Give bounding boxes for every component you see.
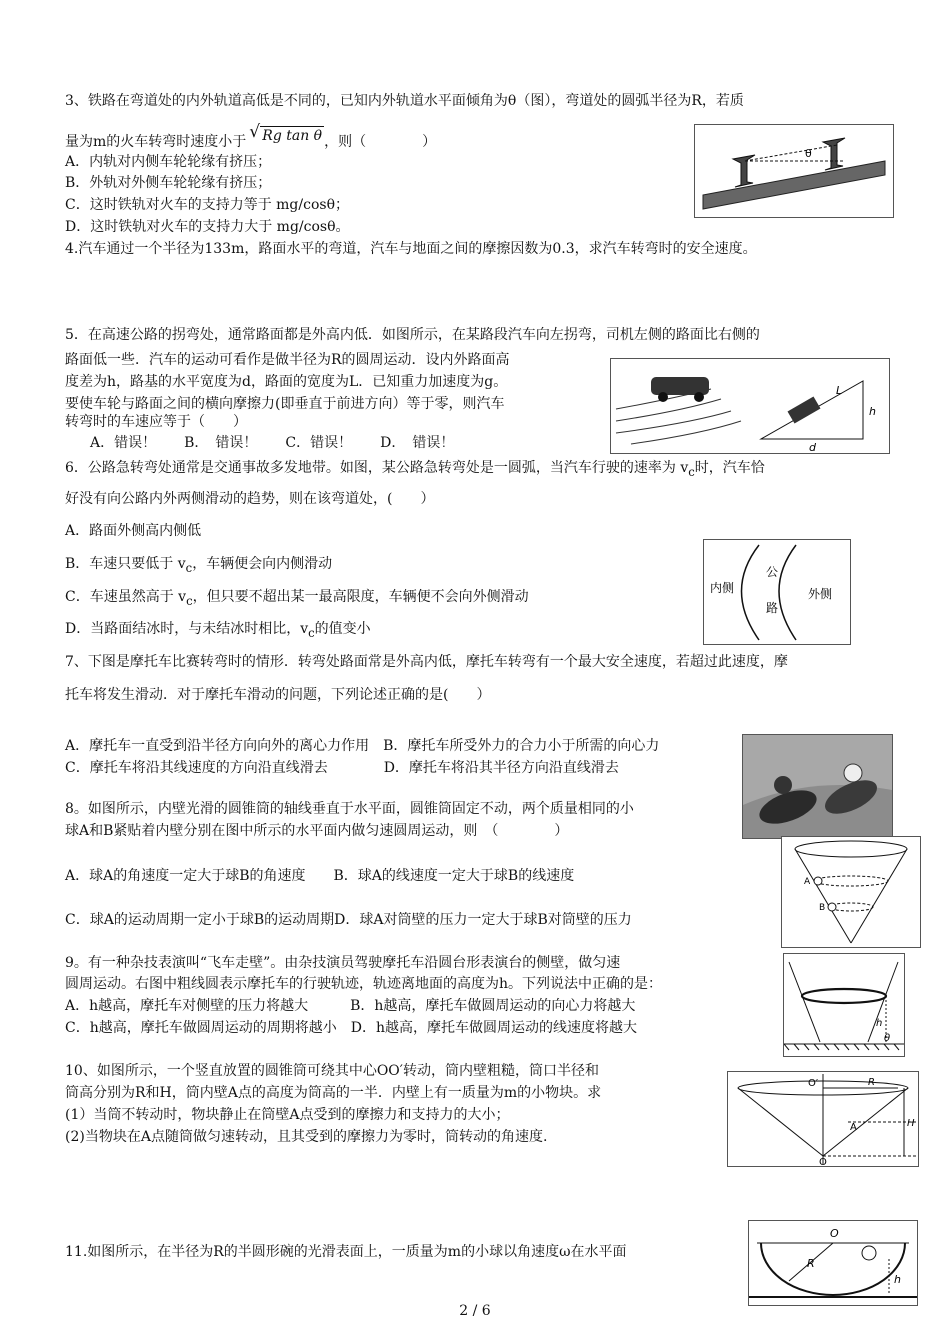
q3-formula: √ Rg tan θ: [260, 126, 324, 145]
q5-fig-L: L: [836, 384, 843, 397]
q5-line5: 转弯时的车速应等于（ ）: [65, 414, 247, 430]
q8-cone-figure: [781, 836, 921, 948]
q8-options-ab: A．球A的角速度一定大于球B的角速度 B．球A的线速度一定大于球B的线速度: [65, 868, 575, 884]
q5-car-figure: [610, 358, 890, 454]
q10-fig-A: A: [850, 1122, 857, 1133]
q9-options-ab: A．h越高，摩托车对侧壁的压力将越大 B．h越高，摩托车做圆周运动的向心力将越大: [65, 998, 636, 1014]
q5-line3: 度差为h，路基的水平宽度为d，路面的宽度为L．已知重力加速度为g。: [65, 374, 508, 390]
q10-fig-O1: O′: [808, 1078, 819, 1089]
q6-option-c1: C．车速虽然高于 v: [65, 589, 187, 605]
q10-line4: (2)当物块在A点随筒做匀速转动，且其受到的摩擦力为零时，筒转动的角速度.: [65, 1129, 548, 1145]
q9-fig-h: h: [876, 1018, 883, 1029]
q6-road-figure: [703, 539, 851, 645]
q10-line1: 10、如图所示，一个竖直放置的圆锥筒可绕其中心OO′转动，筒内壁粗糙，筒口半径和: [65, 1063, 599, 1079]
q11-bowl-figure: [748, 1220, 918, 1306]
q6-fig-road2: 路: [766, 601, 779, 615]
q11-fig-O: O: [830, 1227, 839, 1240]
q3-option-b: B．外轨对外侧车轮轮缘有挤压；: [65, 175, 272, 191]
q5-fig-h: h: [869, 405, 876, 418]
q9-line1: 9。有一种杂技表演叫“飞车走壁”。由杂技演员驾驶摩托车沿圆台形表演台的侧壁，做匀速: [65, 955, 621, 971]
q6-fig-outer: 外侧: [808, 587, 833, 601]
q5-options: A．错误！ B． 错误！ C．错误！ D． 错误！: [90, 435, 455, 451]
q11-fig-h: h: [894, 1273, 901, 1286]
q6-option-d: [65, 620, 371, 642]
q3-option-a: A．内轨对内侧车轮轮缘有挤压；: [65, 154, 272, 170]
q10-fig-O: O: [819, 1157, 827, 1166]
q10-line2: 筒高分别为R和H，筒内壁A点的高度为筒高的一半．内壁上有一质量为m的小物块。求: [65, 1085, 602, 1101]
q6-option-b: [65, 555, 332, 577]
q6-option-d2: 的值变小: [314, 621, 371, 637]
q8-line2: 球A和B紧贴着内壁分别在图中所示的水平面内做匀速圆周运动，则 （ ）: [65, 823, 569, 839]
q11-fig-R: R: [807, 1257, 815, 1270]
q6-line2: 好没有向公路内外两侧滑动的趋势，则在该弯道处，( ）: [65, 491, 435, 507]
q3-line1: 3、铁路在弯道处的内外轨道高低是不同的，已知内外轨道水平面倾角为θ（图），弯道处的圆弧半径为R，若质: [65, 93, 744, 109]
q10-fig-H: H: [907, 1118, 915, 1129]
q8-options-cd: C．球A的运动周期一定小于球B的运动周期D．球A对筒壁的压力一定大于球B对筒壁的压力: [65, 912, 632, 928]
q10-line3: (1）当筒不转动时，物块静止在筒壁A点受到的摩擦力和支持力的大小；: [65, 1107, 510, 1123]
q3-fig-theta: θ: [805, 147, 812, 160]
q3-line2a: 量为m的火车转弯时速度小于: [65, 134, 247, 150]
q7-options-cd: C．摩托车将沿其线速度的方向沿直线滑去 D．摩托车将沿其半径方向沿直线滑去: [65, 760, 619, 776]
q6-sub-c: c: [186, 593, 193, 608]
q6-option-a: A．路面外侧高内侧低: [65, 523, 202, 539]
q9-stage-figure: [783, 953, 905, 1057]
q5-fig-d: d: [809, 441, 816, 453]
q6-fig-road: 公: [766, 565, 779, 579]
q7-line1: 7、下图是摩托车比赛转弯时的情形．转弯处路面常是外高内低，摩托车转弯有一个最大安全速度，若超过此速度，摩: [65, 654, 788, 670]
q9-options-cd: C．h越高，摩托车做圆周运动的周期将越小 D．h越高，摩托车做圆周运动的线速度将越大: [65, 1020, 637, 1036]
q4-line1: 4.汽车通过一个半径为133m，路面水平的弯道，汽车与地面之间的摩擦因数为0.3，求汽车转弯时的安全速度。: [65, 241, 757, 257]
q7-motorbike-photo: [742, 734, 893, 839]
q6-option-c2: ，但只要不超出某一最高限度，车辆便不会向外侧滑动: [192, 589, 529, 605]
q3-option-c: C．这时铁轨对火车的支持力等于 mg/cosθ；: [65, 197, 349, 213]
q3-option-d: D．这时铁轨对火车的支持力大于 mg/cosθ。: [65, 219, 350, 235]
q5-line4: 要使车轮与路面之间的横向摩擦力(即垂直于前进方向）等于零，则汽车: [65, 396, 505, 412]
q6-line1: [65, 459, 765, 481]
q9-line2: 圆周运动。右图中粗线圆表示摩托车的行驶轨迹，轨迹离地面的高度为h。下列说法中正确的是：: [65, 976, 663, 992]
q5-line1: 5．在高速公路的拐弯处，通常路面都是外高内低．如图所示，在某路段汽车向左拐弯，司机左侧的路面比右侧的: [65, 327, 760, 343]
q6-option-c: [65, 588, 529, 610]
q6-option-b2: ，车辆便会向内侧滑动: [192, 556, 333, 572]
q6-sub-c: c: [308, 625, 315, 640]
q5-line2: 路面低一些．汽车的运动可看作是做半径为R的圆周运动．设内外路面高: [65, 352, 510, 368]
q7-line2: 托车将发生滑动．对于摩托车滑动的问题，下列论述正确的是( ）: [65, 687, 491, 703]
q3-rail-figure: [694, 124, 894, 218]
q6-option-d1: D．当路面结冰时，与未结冰时相比，v: [65, 621, 309, 637]
q3-line2: [65, 128, 437, 151]
q9-fig-theta: θ: [884, 1033, 891, 1044]
q6-sub-c: c: [185, 560, 193, 575]
q6-option-b1: B．车速只要低于 v: [65, 556, 186, 572]
q7-options-ab: A．摩托车一直受到沿半径方向向外的离心力作用 B．摩托车所受外力的合力小于所需的向心力: [65, 738, 660, 754]
q6-line1b: 时，汽车恰: [694, 460, 765, 476]
q10-cone-figure: [727, 1071, 919, 1167]
q3-line2b: ，则（ ）: [324, 134, 437, 150]
q8-fig-B: B: [819, 903, 826, 913]
page-number: 2 / 6: [459, 1303, 491, 1319]
q10-fig-R: R: [868, 1077, 875, 1088]
q6-sub-c: c: [688, 464, 695, 479]
q6-line1a: 6．公路急转弯处通常是交通事故多发地带。如图，某公路急转弯处是一圆弧，当汽车行驶的速率为 v: [65, 460, 689, 476]
q6-fig-inner: 内侧: [710, 581, 735, 595]
q8-fig-A: A: [804, 877, 811, 887]
q8-line1: 8。如图所示，内壁光滑的圆锥筒的轴线垂直于水平面，圆锥筒固定不动，两个质量相同的小: [65, 801, 634, 817]
q11-line1: 11.如图所示，在半径为R的半圆形碗的光滑表面上，一质量为m的小球以角速度ω在水平面: [65, 1244, 627, 1260]
